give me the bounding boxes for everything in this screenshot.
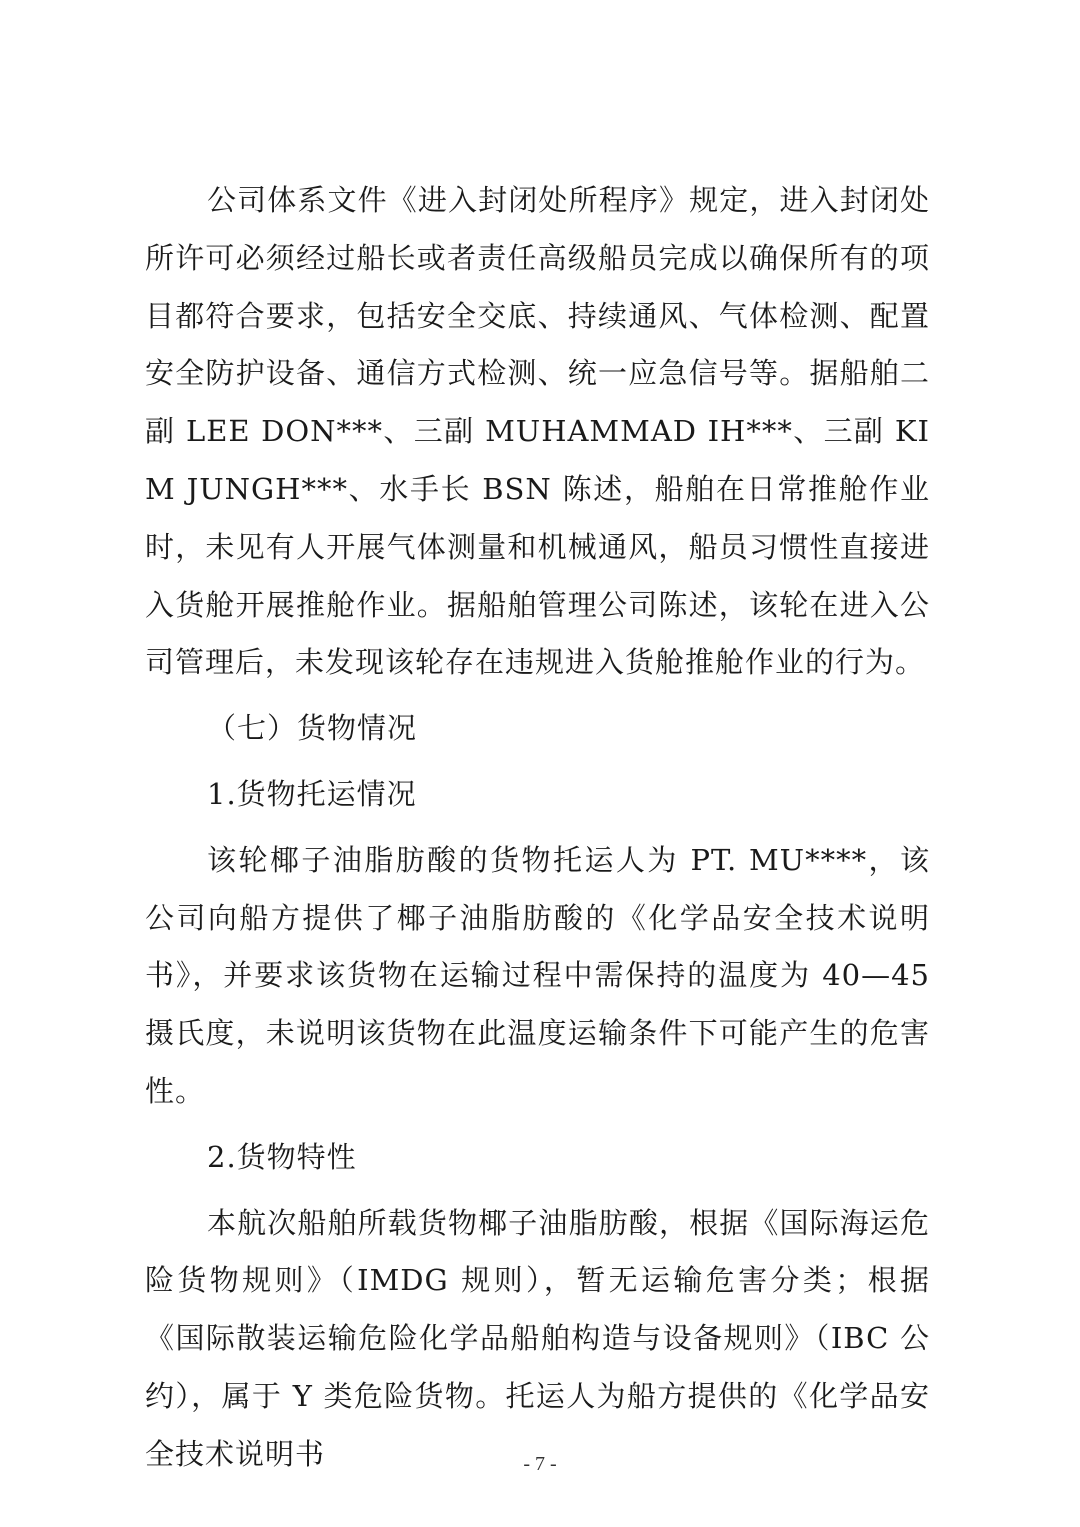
paragraph-gap <box>145 692 930 700</box>
paragraph-gap <box>145 758 930 766</box>
paragraph-cargo-properties: 本航次船舶所载货物椰子油脂肪酸，根据《国际海运危险货物规则》（IMDG 规则），暂无运输危害分类；根据《国际散装运输危险化学品船舶构造与设备规则》（IBC 公约），属于 Y 类危险货物。托运人为船方提供的《化学品安全技术说明书 <box>145 1205 930 1471</box>
paragraph-consignment: 该轮椰子油脂肪酸的货物托运人为 PT. MU****，该公司向船方提供了椰子油脂肪酸的《化学品安全技术说明书》，并要求该货物在运输过程中需保持的温度为 40—45 摄氏度，未说明该货物在此温度运输条件下可能产生的危害性。 <box>145 842 930 1108</box>
page-number: - 7 - <box>523 1453 557 1475</box>
paragraph-enclosed-space-procedure: 公司体系文件《进入封闭处所程序》规定，进入封闭处所许可必须经过船长或者责任高级船员完成以确保所有的项目都符合要求，包括安全交底、持续通风、气体检测、配置安全防护设备、通信方式检测、统一应急信号等。据船舶二副 LEE DON***、三副 MUHAMMAD IH***、三副 KIM JUNGH***、水手长 BSN 陈述，船舶在日常推舱作业时，未见有人开展气体测量和机械通风，船员习惯性直接进入货舱开展推舱作业。据船舶管理公司陈述，该轮在进入公司管理后，未发现该轮存在违规进入货舱推舱作业的行为。 <box>145 183 930 680</box>
paragraph-gap <box>145 824 930 832</box>
section-heading-cargo: （七）货物情况 <box>207 711 418 746</box>
paragraph-gap <box>145 1121 930 1129</box>
paragraph-gap <box>145 1187 930 1195</box>
document-body <box>145 172 930 1484</box>
subsection-heading-properties: 2.货物特性 <box>207 1139 357 1174</box>
subsection-heading-consignment: 1.货物托运情况 <box>207 776 417 811</box>
